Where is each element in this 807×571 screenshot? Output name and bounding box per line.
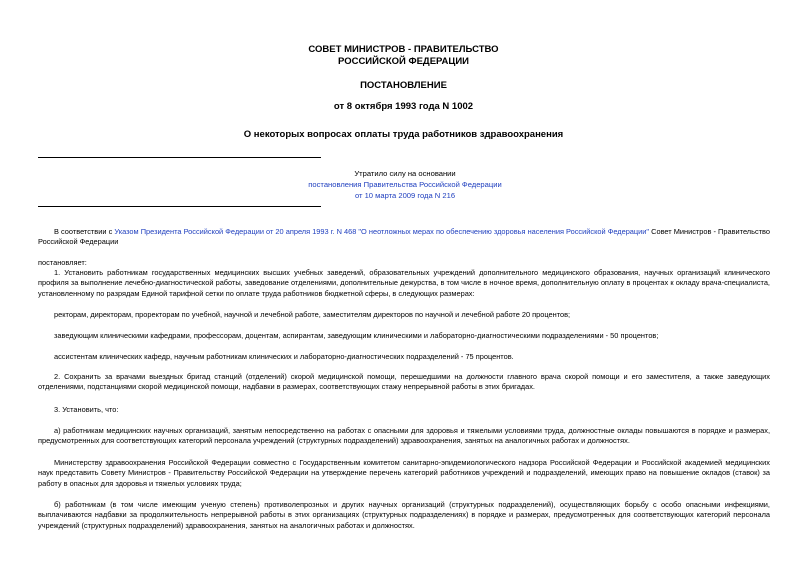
repeal-link-line-1[interactable]: постановления Правительства Российской Федерации (308, 180, 502, 189)
paragraph-2: 2. Сохранить за врачами выездных бригад станций (отделений) скорой медицинской помощи, перешедшими на должности главного врача скорой помощи и его заместителя, а также заведующих отделениями, подстанциями скорой медицинской помощи, надбавки в размерах, соответствующих стажу непрерывной работы в этих бригадах. (38, 372, 770, 392)
document-type: ПОСТАНОВЛЕНИЕ (360, 80, 447, 91)
paragraph-3: 3. Установить, что: (54, 405, 119, 414)
document-date-number: от 8 октября 1993 года N 1002 (333, 101, 474, 112)
paragraph-1b: заведующим клиническими кафедрами, профессорам, доцентам, аспирантам, заведующим клиническими и лабораторно-диагностическими подразделениями - 50 процентов; (54, 331, 659, 340)
repeal-link-line-2[interactable]: от 10 марта 2009 года N 216 (354, 191, 456, 200)
intro-suffix: Совет Министров - Правительство Российской Федерации (38, 227, 771, 247)
intro-prefix: В соответствии с (54, 227, 115, 236)
status-note-text: Утратило силу на основании (354, 169, 456, 178)
presidential-decree-link[interactable]: Указом Президента Российской Федерации от 20 апреля 1993 г. N 468 "О неотложных мерах по обеспечению здоровья населения Российской Федерации" (114, 227, 650, 236)
intro-paragraph (38, 227, 770, 248)
issuer-line-1: СОВЕТ МИНИСТРОВ - ПРАВИТЕЛЬСТВО (308, 44, 499, 55)
paragraph-3a: а) работникам медицинских научных организаций, занятым непосредственно на работах с опасными для здоровья и тяжелыми условиями труда, должностные оклады повышаются в порядке и размерах, предусмотренных для соответствующих категорий персонала учреждений (структурных подразделений) здравоохранения, занятых на аналогичных работах и должностях. (38, 426, 770, 446)
divider-top (38, 157, 321, 158)
decrees-line: постановляет: (38, 258, 87, 267)
paragraph-1c: ассистентам клинических кафедр, научным работникам клинических и лабораторно-диагностических подразделений - 75 процентов. (54, 352, 514, 361)
issuer-line-2: РОССИЙСКОЙ ФЕДЕРАЦИИ (337, 56, 469, 67)
document-title: О некоторых вопросах оплаты труда работников здравоохранения (243, 129, 564, 140)
divider-bottom (38, 206, 321, 207)
paragraph-3-ministry: Министерству здравоохранения Российской Федерации совместно с Государственным комитетом санитарно-эпидемиологического надзора Российской Федерации и Российской академией медицинских наук представить Совету Министров - Правительству Российской Федерации на утверждение перечень категорий работников учреждений и подразделений, имеющих право на повышение окладов (ставок) за работу в опасных для здоровья и тяжелых условиях труда; (38, 458, 770, 488)
paragraph-1: 1. Установить работникам государственных медицинских высших учебных заведений, образовательных учреждений дополнительного медицинского образования, научных организаций клинического профиля за выполнение лечебно-диагностической работы, заведование отделениями, дополнительные дежурства, в том числе в ночное время, дополнительную оплату в процентах к окладу врача-специалиста, установленному по разрядам Единой тарифной сетки по оплате труда работников бюджетной сферы, в следующих размерах: (38, 268, 770, 298)
paragraph-3b: б) работникам (в том числе имеющим ученую степень) противолепрозных и других научных организаций (структурных подразделений), осуществляющих борьбу с особо опасными инфекциями, выплачиваются надбавки за продолжительность непрерывной работы в этих организациях (структурных подразделениях) в порядке и размерах, предусмотренных для соответствующих категорий персонала учреждений (структурных подразделений) здравоохранения, занятых на аналогичных работах и должностях. (38, 500, 770, 530)
paragraph-1a: ректорам, директорам, проректорам по учебной, научной и лечебной работе, заместителям директоров по научной и лечебной работе 20 процентов; (54, 310, 571, 319)
